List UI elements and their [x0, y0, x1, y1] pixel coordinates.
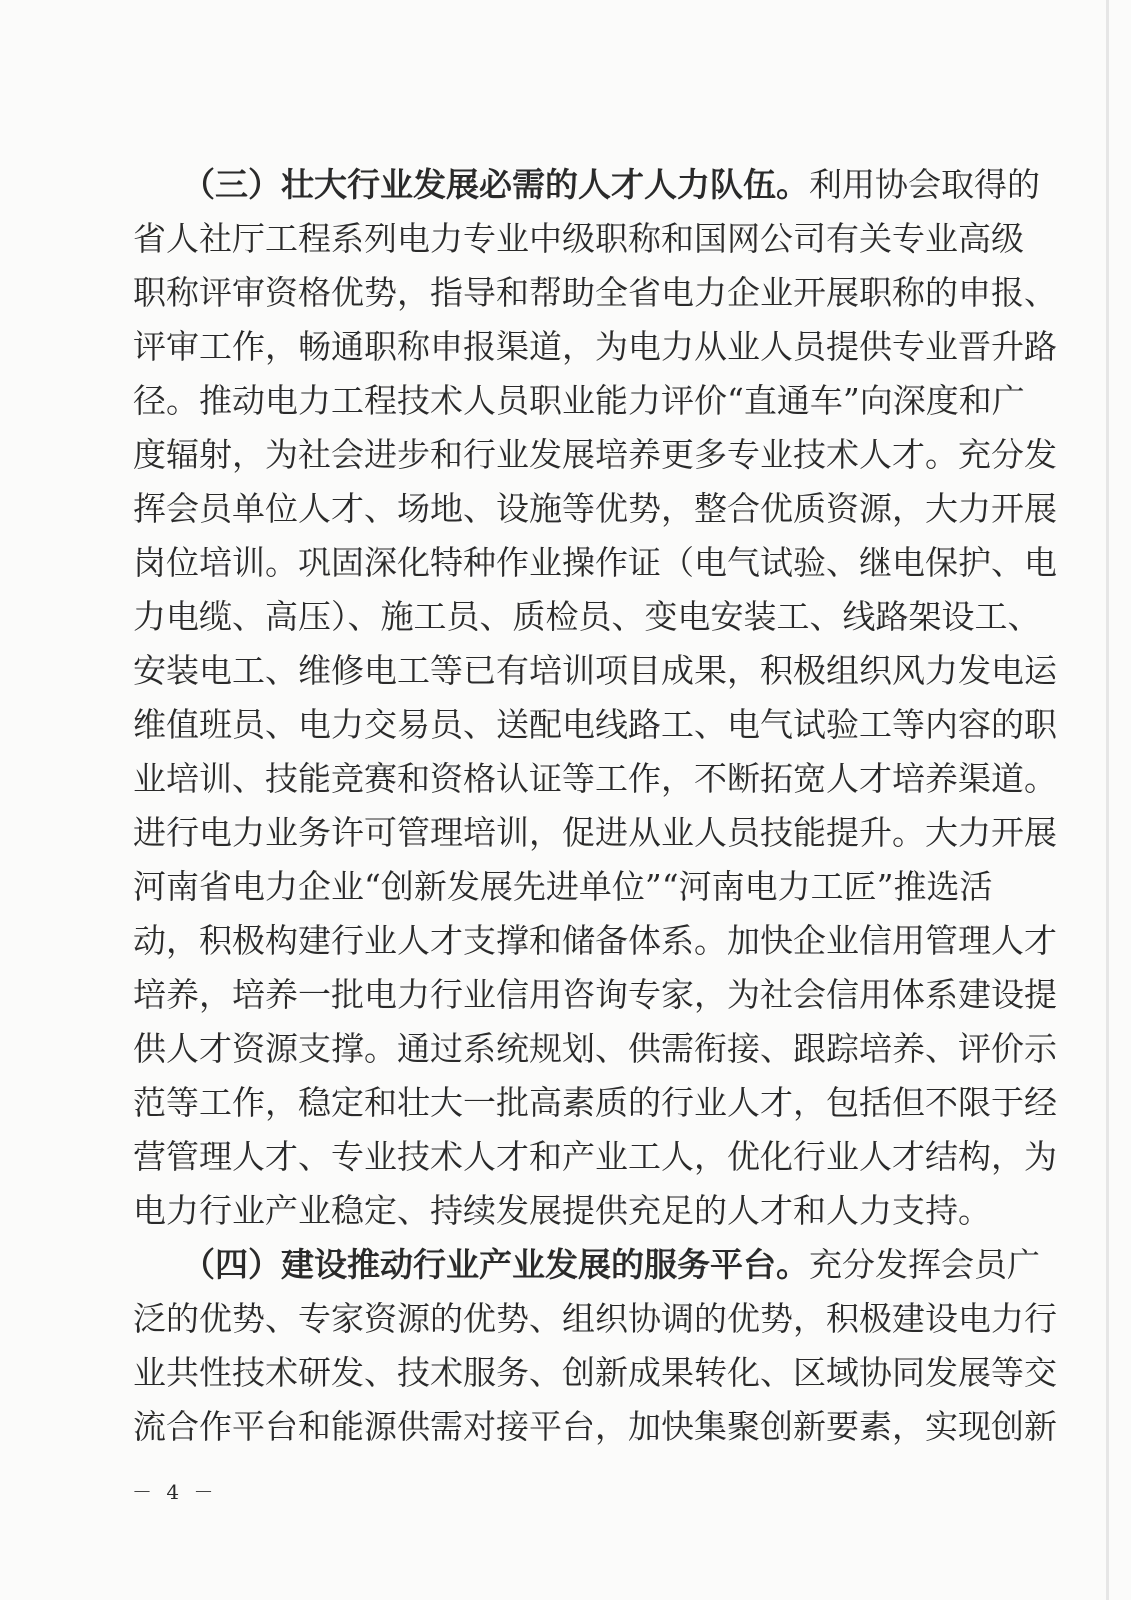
section3-line: 度辐射，为社会进步和行业发展培养更多专业技术人才。充分发: [133, 435, 1057, 474]
section3-line: 河南省电力企业“创新发展先进单位”“河南电力工匠”推选活: [133, 867, 993, 906]
page-edge-shadow: [1106, 0, 1109, 1600]
section3-line: 挥会员单位人才、场地、设施等优势，整合优质资源，大力开展: [133, 489, 1057, 528]
section4-line: 泛的优势、专家资源的优势、组织协调的优势，积极建设电力行: [133, 1299, 1057, 1338]
section3-line: 职称评审资格优势，指导和帮助全省电力企业开展职称的申报、: [133, 273, 1057, 312]
section3-line: 维值班员、电力交易员、送配电线路工、电气试验工等内容的职: [133, 705, 1057, 744]
section4-first-line-rest: 充分发挥会员广: [809, 1245, 1040, 1284]
section3-line: 营管理人才、专业技术人才和产业工人，优化行业人才结构，为: [133, 1137, 1057, 1176]
section4-heading: （四）建设推动行业产业发展的服务平台。: [182, 1245, 809, 1284]
section3-line: 力电缆、高压）、施工员、质检员、变电安装工、线路架设工、: [133, 597, 1041, 636]
section3-line: 动，积极构建行业人才支撑和储备体系。加快企业信用管理人才: [133, 921, 1057, 960]
section3-line: 供人才资源支撑。通过系统规划、供需衔接、跟踪培养、评价示: [133, 1029, 1057, 1068]
section3-last-line: 电力行业产业稳定、持续发展提供充足的人才和人力支持。: [133, 1191, 991, 1230]
section3-line: 范等工作，稳定和壮大一批高素质的行业人才，包括但不限于经: [133, 1083, 1057, 1122]
section3-line: 业培训、技能竞赛和资格认证等工作，不断拓宽人才培养渠道。: [133, 759, 1057, 798]
page-number: － 4 －: [132, 1480, 218, 1504]
section4-line: 业共性技术研发、技术服务、创新成果转化、区域协同发展等交: [133, 1353, 1057, 1392]
section3-line: 培养，培养一批电力行业信用咨询专家，为社会信用体系建设提: [133, 975, 1057, 1014]
section3-line: 径。推动电力工程技术人员职业能力评价“直通车”向深度和广: [133, 381, 1025, 420]
section4-line: 流合作平台和能源供需对接平台，加快集聚创新要素，实现创新: [133, 1407, 1057, 1446]
section3-line: 岗位培训。巩固深化特种作业操作证（电气试验、继电保护、电: [133, 543, 1057, 582]
section3-first-line-rest: 利用协会取得的: [809, 165, 1040, 204]
section3-line: 评审工作，畅通职称申报渠道，为电力从业人员提供专业晋升路: [133, 327, 1057, 366]
section3-line: 安装电工、维修电工等已有培训项目成果，积极组织风力发电运: [133, 651, 1057, 690]
section3-line: 进行电力业务许可管理培训，促进从业人员技能提升。大力开展: [133, 813, 1057, 852]
section4-first-line: [182, 1238, 1040, 1292]
section3-line: 省人社厅工程系列电力专业中级职称和国网公司有关专业高级: [133, 219, 1024, 258]
section3-heading: （三）壮大行业发展必需的人才人力队伍。: [182, 165, 809, 204]
section3-first-line: [182, 158, 1040, 212]
